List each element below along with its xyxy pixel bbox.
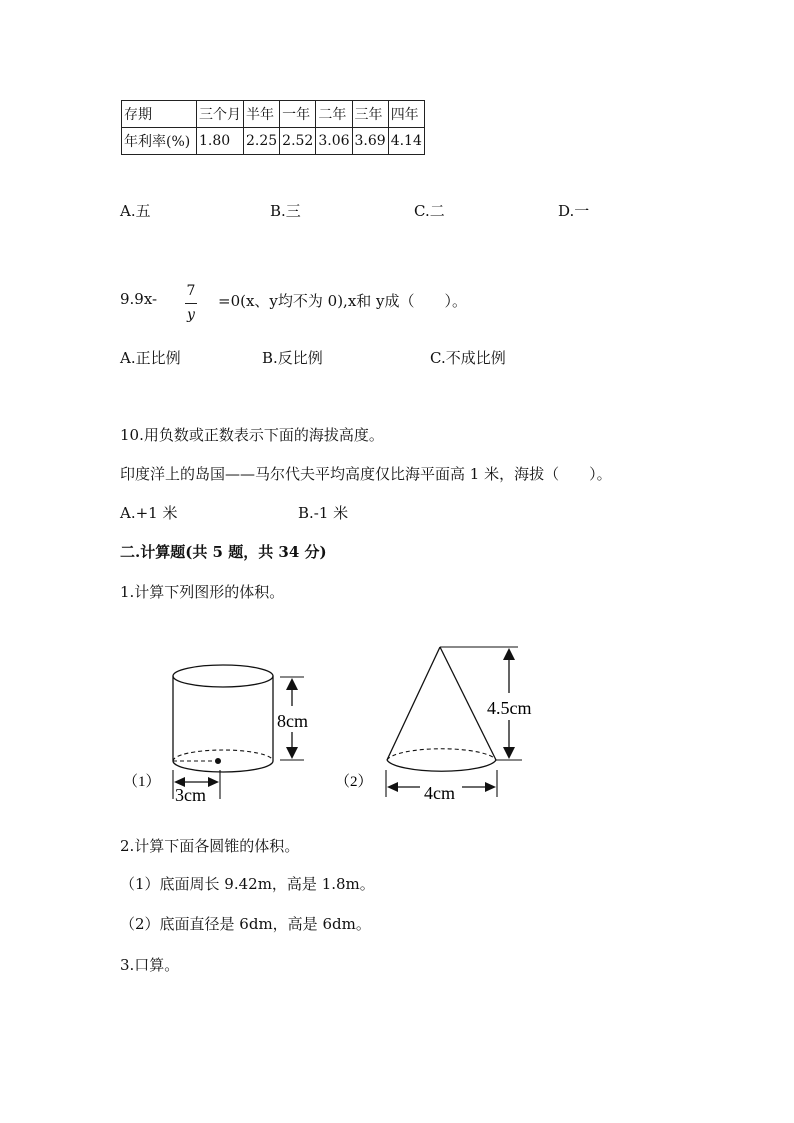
figure1-tag: （1） (123, 774, 161, 790)
solid-figures (0, 620, 794, 840)
calc-q2-item-2: （2）底面直径是 6dm，高是 6dm。 (120, 915, 371, 933)
calc-q1: 1.计算下列图形的体积。 (120, 583, 285, 601)
cone-height-label: 4.5cm (487, 698, 532, 718)
calc-q2: 2.计算下面各圆锥的体积。 (120, 837, 300, 855)
fraction-denominator: y (187, 307, 195, 323)
table-cell: 3.06 (316, 128, 352, 155)
figure2-tag: （2） (335, 774, 373, 790)
table-cell: 三个月 (197, 101, 244, 128)
q9-option-a: A.正比例 (120, 349, 181, 367)
fraction-bar (185, 303, 197, 304)
q9-fraction (182, 283, 200, 323)
cylinder-radius-label: 3cm (175, 785, 206, 805)
q10-option-a: A.+1 米 (120, 504, 178, 522)
table-cell: 二年 (316, 101, 352, 128)
cone-figure (386, 647, 522, 797)
table-cell: 2.25 (244, 128, 280, 155)
q10-title: 10.用负数或正数表示下面的海拔高度。 (120, 426, 384, 444)
fraction-numerator: 7 (186, 283, 196, 299)
table-cell: 半年 (244, 101, 280, 128)
calc-q2-item-1: （1）底面周长 9.42m，高是 1.8m。 (120, 875, 375, 893)
calc-q3: 3.口算。 (120, 956, 180, 974)
interest-rate-table (121, 100, 425, 155)
table-cell: 3.69 (352, 128, 388, 155)
table-cell: 一年 (280, 101, 316, 128)
q9-prefix: 9.9x- (120, 290, 158, 308)
table-cell: 4.14 (388, 128, 424, 155)
q9-option-b: B.反比例 (262, 349, 323, 367)
cylinder-figure (173, 665, 304, 799)
table-cell: 三年 (352, 101, 388, 128)
table-cell: 年利率(%) (122, 128, 197, 155)
q8-option-b: B.三 (270, 202, 301, 220)
section-heading: 二.计算题(共 5 题，共 34 分) (120, 543, 327, 561)
table-row (122, 128, 425, 155)
table-cell: 1.80 (197, 128, 244, 155)
cone-diameter-label: 4cm (424, 783, 455, 803)
table-row (122, 101, 425, 128)
q8-option-c: C.二 (414, 202, 445, 220)
table-cell: 四年 (388, 101, 424, 128)
q9-equation-suffix: =0(x、y均不为 0),x和 y成（ ）。 (218, 292, 468, 310)
q10-text: 印度洋上的岛国——马尔代夫平均高度仅比海平面高 1 米，海拔（ ）。 (120, 465, 612, 483)
q10-option-b: B.-1 米 (298, 504, 349, 522)
table-cell: 2.52 (280, 128, 316, 155)
q9-option-c: C.不成比例 (430, 349, 506, 367)
q8-option-d: D.一 (558, 202, 590, 220)
cylinder-height-label: 8cm (277, 711, 308, 731)
q8-option-a: A.五 (120, 202, 151, 220)
table-cell: 存期 (122, 101, 197, 128)
